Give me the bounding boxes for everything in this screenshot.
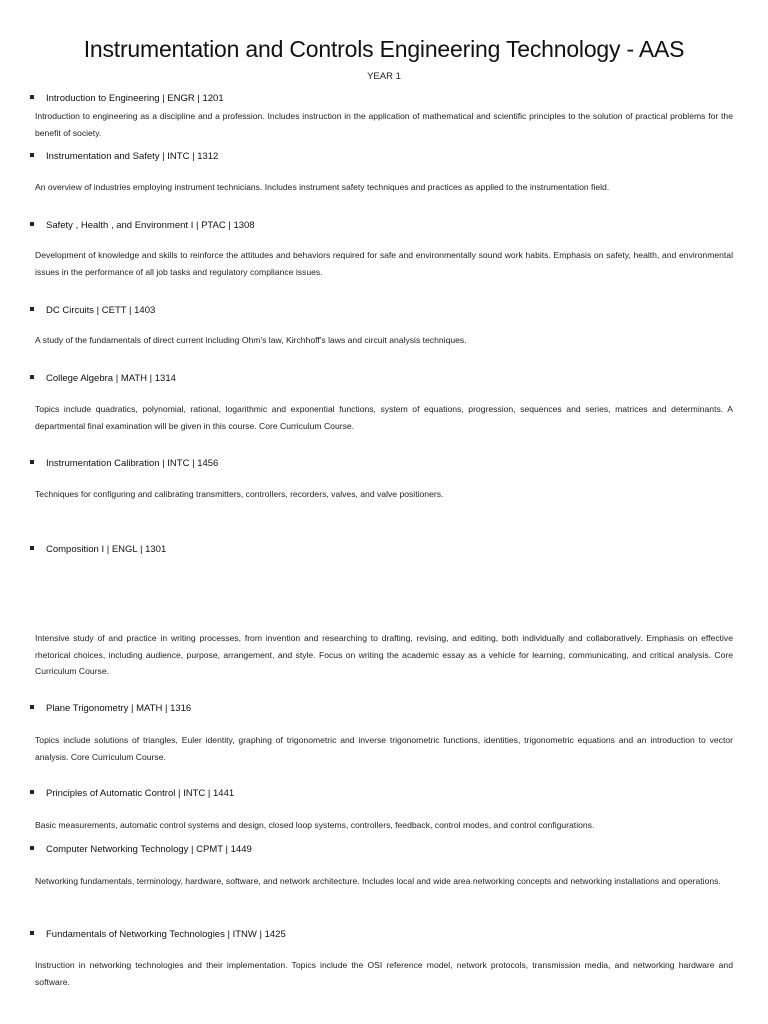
course-description: Development of knowledge and skills to reinforce the attitudes and behaviors required for safe and environmentally sound work habits. Emphasis on safety, health, and environmental issues in the performance of all job tasks and regulatory compliance issues.	[35, 250, 733, 277]
course-heading	[30, 219, 255, 233]
course-description: Techniques for configuring and calibrating transmitters, controllers, recorders, valves, and valve positioners.	[35, 489, 444, 499]
course-description: Topics include quadratics, polynomial, rational, logarithmic and exponential functions, system of equations, progression, sequences and series, matrices and determinants. A departmental final examination will be given in this course. Core Curriculum Course.	[35, 404, 733, 431]
bullet-icon	[30, 460, 34, 464]
course-description: A study of the fundamentals of direct current including Ohm's law, Kirchhoff's laws and circuit analysis techniques.	[35, 335, 467, 345]
course-heading-text: Principles of Automatic Control | INTC | 1441	[46, 788, 235, 799]
course-heading	[30, 787, 234, 801]
course-description: Networking fundamentals, terminology, hardware, software, and network architecture. Includes local and wide area networking concepts and networking installations and operations.	[35, 876, 721, 886]
bullet-icon	[30, 307, 34, 311]
course-heading-text: College Algebra | MATH | 1314	[46, 373, 176, 384]
document-title: Instrumentation and Controls Engineering Technology - AAS	[83, 36, 685, 62]
course-description: An overview of industries employing instrument technicians. Includes instrument safety techniques and practices as applied to the instrumentation field.	[35, 182, 610, 192]
bullet-icon	[30, 846, 34, 850]
course-description: Introduction to engineering as a discipline and a profession. Includes instruction in the application of mathematical and scientific principles to the solution of practical problems for the benefit of society.	[35, 111, 733, 138]
bullet-icon	[30, 222, 34, 226]
course-heading-text: Instrumentation and Safety | INTC | 1312	[46, 151, 219, 162]
course-heading-text: Introduction to Engineering | ENGR | 1201	[46, 93, 224, 104]
course-description: Basic measurements, automatic control systems and design, closed loop systems, controllers, feedback, control modes, and control configurations.	[35, 820, 595, 830]
bullet-icon	[30, 705, 34, 709]
course-heading-text: Plane Trigonometry | MATH | 1316	[46, 703, 192, 714]
course-description: Topics include solutions of triangles, Euler identity, graphing of trigonometric and inverse trigonometric functions, identities, trigonometric equations and an introduction to vector analysis. Core Curriculum Course.	[35, 735, 733, 762]
course-heading	[30, 543, 166, 557]
course-heading	[30, 150, 218, 164]
course-heading-text: Safety , Health , and Environment I | PTAC | 1308	[46, 220, 255, 231]
course-description: Instruction in networking technologies and their implementation. Topics include the OSI reference model, network protocols, transmission media, and networking hardware and software.	[35, 960, 733, 987]
bullet-icon	[30, 546, 34, 550]
course-heading-text: Composition I | ENGL | 1301	[46, 544, 167, 555]
bullet-icon	[30, 375, 34, 379]
course-heading-text: Computer Networking Technology | CPMT | 1449	[46, 844, 252, 855]
bullet-icon	[30, 931, 34, 935]
course-heading	[30, 372, 176, 386]
course-description: Intensive study of and practice in writing processes, from invention and researching to drafting, revising, and editing, both individually and collaboratively. Emphasis on effective rhetorical choices, including audience, purpose, arrangement, and style. Focus on writing the academic essay as a vehicle for learning, communicating, and critical analysis. Core Curriculum Course.	[35, 633, 733, 676]
bullet-icon	[30, 153, 34, 157]
course-heading	[30, 702, 191, 716]
bullet-icon	[30, 95, 34, 99]
course-heading	[30, 304, 155, 318]
course-heading-text: Instrumentation Calibration | INTC | 1456	[46, 458, 219, 469]
bullet-icon	[30, 790, 34, 794]
course-heading	[30, 92, 224, 106]
course-heading-text: Fundamentals of Networking Technologies | ITNW | 1425	[46, 929, 286, 940]
course-heading	[30, 928, 286, 942]
course-heading-text: DC Circuits | CETT | 1403	[46, 305, 156, 316]
course-heading	[30, 843, 252, 857]
year-label: YEAR 1	[367, 71, 401, 82]
course-heading	[30, 457, 218, 471]
